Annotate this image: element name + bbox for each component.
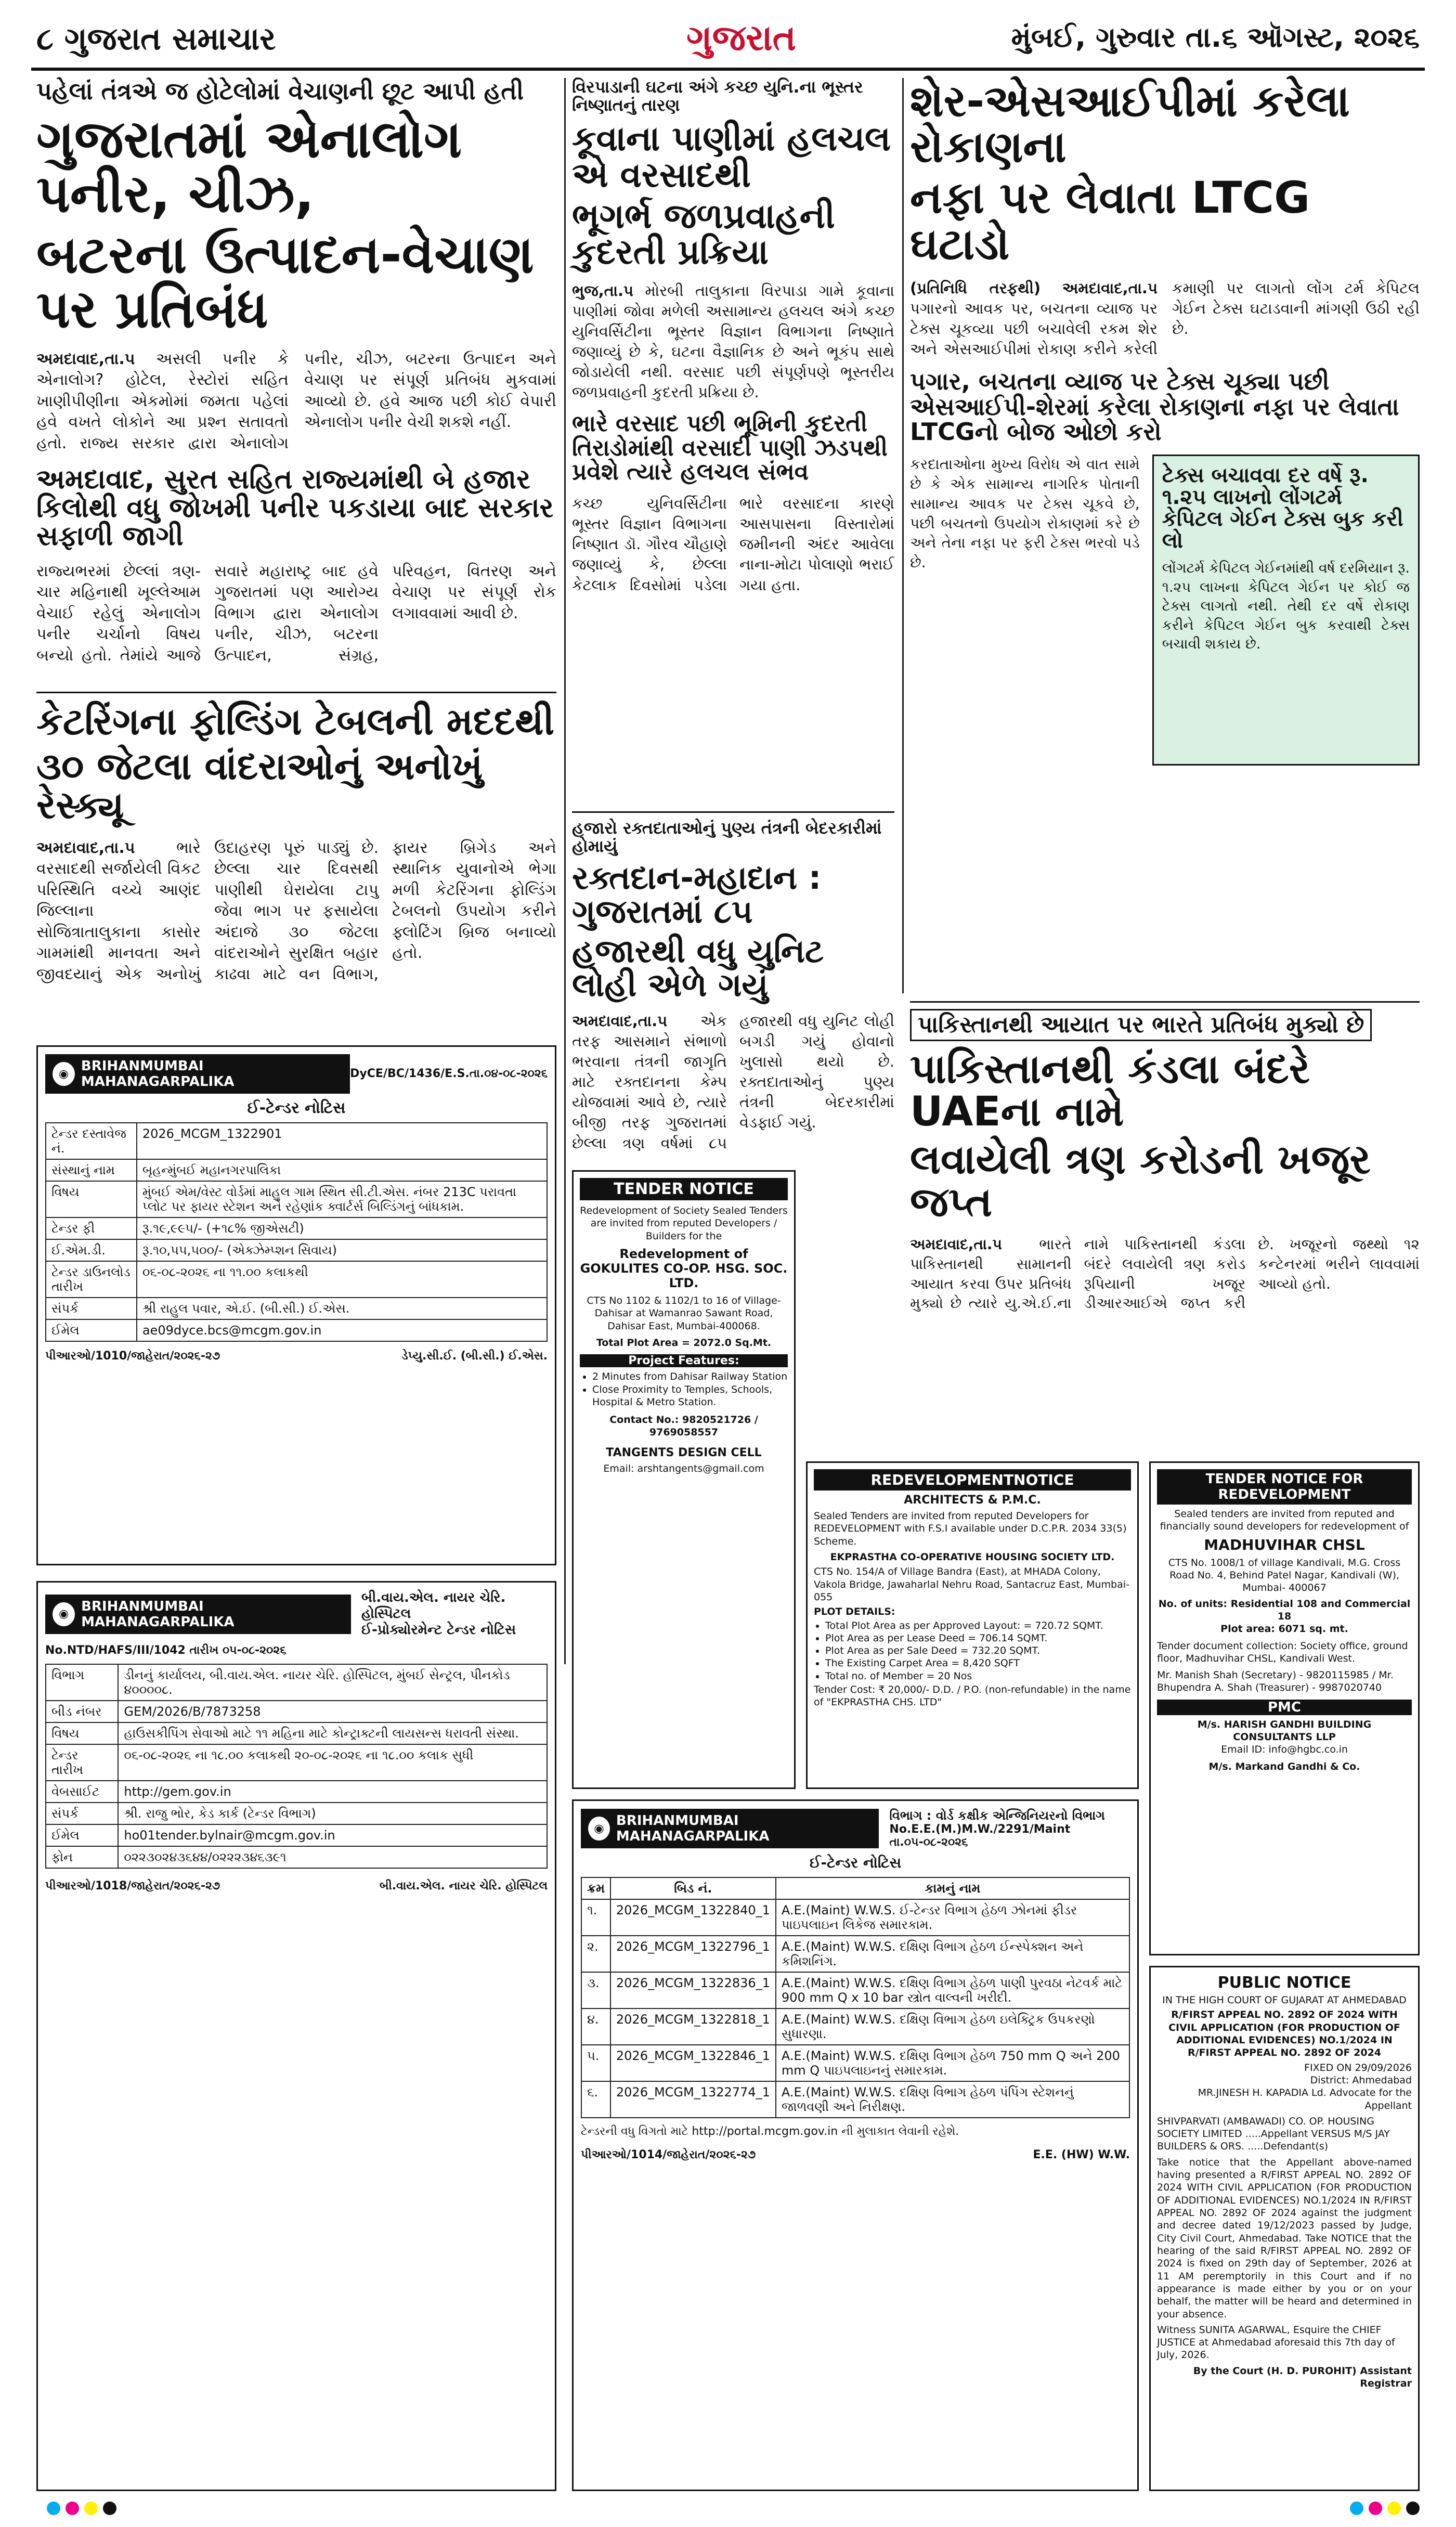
story-subhead: પગાર, બચતના વ્યાજ પર ટેક્સ ચૂક્યા પછી એસઆઈપી-શેરમાં કરેલા રોકાણના નફા પર લેવાતા LTCGનો બોજ ઓછો કરો (910, 367, 1399, 446)
table-cell: 2026_MCGM_1322840_1 (610, 1899, 776, 1936)
story-headline: શેર-એસઆઈપીમાં કરેલા રોકાણના (910, 75, 1350, 173)
notice-title: ઈ-પ્રોક્યોરમેન્ટ ટેન્ડર નોટિસ (361, 1622, 516, 1638)
column-rule (902, 78, 904, 993)
notice-signatory: ડેપ્યુ.સી.ઈ. (બી.સી.) ઈ.એસ. (401, 1350, 548, 1363)
story-headline: કેટરિંગના ફોલ્ડિંગ ટેબલની મદદથી (36, 699, 555, 743)
story-body: રાજ્યભરમાં છેલ્લાં ત્રણ-ચાર મહિનાથી ખૂલ્લેઆમ વેચાઈ રહેલું એનાલોગ પનીર ચર્ચાનો વિષય બન્યો હતો. તેમાંયે આજે સવારે મહારાષ્ટ્ર બાદ હવે ગુજરાતમાં પણ આરોગ્ય વિભાગ દ્વારા એનાલોગ પનીર, ચીઝ, બટરના ઉત્પાદન, સંગ્રહ, પરિવહન, વિતરણ અને વેચાણ પર સંપૂર્ણ રોક લગાવવામાં આવી છે. (36, 562, 556, 665)
society-name: MADHUVIHAR CHSL (1204, 1536, 1365, 1553)
notice-reference: No.NTD/HAFS/III/1042 તારીખ ૦૫-૦૮-૨૦૨૬ (45, 1644, 287, 1657)
list-item: • Plot Area as per Sale Deed = 732.20 SQMT. (825, 1644, 1131, 1657)
story-body: કરદાતાઓના મુખ્ય વિરોધ એ વાત સામે છે કે એક સામાન્ય નાગરિક પોતાની સામાન્ય આવક પર ટેક્સ ચૂકવે છે, પછી બચતનો ઉપયોગ રોકાણમાં કરે છે અને તેના નફા પર ફરી ટેક્સ ભરવો પડે છે. (910, 456, 1140, 572)
masthead-rule (31, 68, 1425, 71)
story-paneer (36, 78, 556, 785)
advocate: MR.JINESH H. KAPADIA Ld. Advocate for the Appellant (1198, 2087, 1412, 2111)
table-row (581, 1899, 1129, 1936)
bmc-tender-notice-1 (36, 1045, 556, 1565)
story-headline: નફા પર લેવાતા LTCG ઘટાડો (910, 172, 1310, 269)
story-body: પગારનો આવક પર, બચતના વ્યાજ પર ટેક્સ ચૂકવ્યા પછી બચાવેલી રકમ શેર અને એસઆઈપીમાં રોકાણ કરીને કરેલી કમાણી પર લાગતો લોંગ ટર્મ કેપિટલ ગેઈન ટેક્સ ઘટાડવાની માંગણી ઉઠી રહી છે. (910, 279, 1420, 358)
tender-intro: Sealed tenders are invited from reputed and financially sound developers for redevelopment of (1160, 1508, 1409, 1533)
bmc-emblem-icon: ◉ (588, 1817, 610, 1841)
table-cell: બૃહન્મુંબઈ મહાનગરપાલિકા (137, 1159, 547, 1181)
table-cell: હાઉસકીપિંગ સેવાઓ માટે ૧૧ મહિના માટે કોન્ટ્રાક્ટની લાયસન્સ ધરાવતી સંસ્થા. (118, 1722, 547, 1744)
dateline: અમદાવાદ,તા.૫ (36, 838, 135, 857)
case-number: R/FIRST APPEAL NO. 2892 OF 2024 WITH CIVIL APPLICATION (FOR PRODUCTION OF ADDITIONAL EVIDENCES) NO.1/2024 IN R/FIRST APPEAL NO. 2892 OF 2024 (1168, 2009, 1400, 2059)
society-name: EKPRASTHA CO-OPERATIVE HOUSING SOCIETY LTD. (830, 1551, 1115, 1563)
table-cell: A.E.(Maint) W.W.S. દક્ષિણ વિભાગ હેઠળ ઈન્સ્પેક્શન અને કમિશનિંગ. (776, 1936, 1129, 1972)
notice-signatory: બી.વાય.એલ. નાયર ચેરિ. હોસ્પિટલ (379, 1879, 548, 1893)
list-item: • Total no. of Member = 20 Nos (825, 1670, 1131, 1682)
story-ltcg (910, 75, 1420, 923)
table-cell: સંપર્ક (46, 1803, 118, 1824)
story-body: કચ્છ યુનિવર્સિટીના ભૂસ્તર વિજ્ઞાન વિભાગના નિષ્ણાત ડૉ. ગૌરવ ચૌહાણે જણાવ્યું કે, છેલ્લા કેટલાક દિવસોમાં પડેલા ભારે વરસાદના કારણે આસપાસના વિસ્તારોમાં જમીનની અંદર આવેલા નાના-મોટા પોલાણો ભરાઈ ગયા હતા. (572, 494, 894, 594)
collection-info: Tender document collection: Society office, ground floor, Madhuvihar CHSL, Kandivali West. (1157, 1640, 1408, 1664)
table-cell: વેબસાઈટ (46, 1781, 118, 1803)
notice-table (45, 1122, 548, 1342)
section-title: ગુજરાત (686, 18, 796, 59)
notice-website: ટેન્ડરની વધુ વિગતો માટે http://portal.mcgm.gov.in ની મુલાકાત લેવાની રહેશે. (581, 2125, 959, 2138)
registration-marks (47, 2502, 122, 2517)
table-cell: 2026_MCGM_1322774_1 (610, 2081, 776, 2118)
list-item: • Close Proximity to Temples, Schools, Hospital & Metro Station. (592, 1383, 788, 1409)
table-header-cell: બિડ નં. (610, 1877, 776, 1899)
public-notice (1149, 1966, 1420, 2491)
notice-title: PUBLIC NOTICE (1217, 1974, 1351, 1992)
dateline: અમદાવાદ,તા.૫ (36, 349, 135, 368)
list-item: • Total Plot Area as per Approved Layout: = 720.72 SQMT. (825, 1619, 1131, 1632)
list-item: • Plot Area as per Lease Deed = 706.14 SQMT. (825, 1632, 1131, 1644)
story-headline: ગુજરાતમાં એનાલોગ પનીર, ચીઝ, (36, 108, 462, 224)
story-kicker: હજારો રક્તદાતાઓનું પુણ્ય તંત્રની બેદરકારીમાં હોમાયું (572, 818, 882, 857)
table-row (581, 2008, 1129, 2045)
table-row (46, 1159, 547, 1181)
bmc-emblem-icon: ◉ (53, 1602, 75, 1626)
notice-footer: પીઆરઓ/1010/જાહેરાત/૨૦૨૬-૨૭ (45, 1350, 220, 1363)
table-cell: ટેન્ડર તારીખ (46, 1744, 118, 1781)
story-kutch (572, 78, 894, 868)
table-cell: A.E.(Maint) W.W.S. દક્ષિણ વિભાગ હેઠળ પાણી પુરવઠા નેટવર્ક માટે 900 mm Q x 10 bar સ્ત્રોત વાલ્વની ખરીદી. (776, 1972, 1129, 2008)
plot-title: PLOT DETAILS: (814, 1606, 895, 1618)
table-cell: A.E.(Maint) W.W.S. દક્ષિણ વિભાગ હેઠળ પંપિંગ સ્ટેશનનું જાળવણી અને નિરીક્ષણ. (776, 2081, 1129, 2118)
notice-footer: પીઆરઓ/1018/જાહેરાત/૨૦૨૬-૨૭ (45, 1879, 220, 1893)
table-row (46, 1803, 547, 1824)
pmc-title: PMC (1157, 1700, 1412, 1715)
features-list (580, 1370, 788, 1408)
registration-marks (1350, 2502, 1425, 2517)
society-name: Redevelopment of GOKULITES CO-OP. HSG. SOC. LTD. (580, 1246, 788, 1290)
issue-date: મુંબઈ, ગુરુવાર તા.૬ ઑગસ્ટ, ૨૦૨૬ (1011, 21, 1420, 54)
notice-department: વિભાગ : વોર્ડ કક્ષીક એન્જિનિયરનો વિભાગ (889, 1808, 1105, 1823)
table-header-cell: ક્રમ (581, 1877, 610, 1899)
list-item: • The Existing Carpet Area = 8,420 SQFT (825, 1657, 1131, 1669)
story-kicker: વિરપાડાની ઘટના અંગે કચ્છ યુનિ.ના ભૂસ્તર નિષ્ણાતનું તારણ (572, 77, 863, 115)
tender-notice-madhuvihar (1149, 1461, 1420, 1955)
story-kicker: પહેલાં તંત્રએ જ હોટેલોમાં વેચાણની છૂટ આપી હતી (36, 77, 524, 105)
table-cell: ae09dyce.bcs@mcgm.gov.in (137, 1319, 547, 1341)
table-cell: A.E.(Maint) W.W.S. દક્ષિણ વિભાગ હેઠળ ઇલેક્ટ્રિક ઉપકરણો સુધારણા. (776, 2008, 1129, 2045)
court-name: IN THE HIGH COURT OF GUJARAT AT AHMEDABAD (1162, 1994, 1407, 2006)
society-address: CTS No. 154/A of Village Bandra (East), at MHADA Colony, Vakola Bridge, Jawaharlal Nehru Road, Santacruz East, Mumbai-055 (814, 1566, 1129, 1603)
table-cell: ૦૨૨૩૦૨૪૩૬૪૪/૦૨૨૨૩૪૬૩૯૧ (118, 1846, 547, 1868)
notice-title: REDEVELOPMENTNOTICE (814, 1469, 1131, 1491)
table-cell: ૩. (581, 1972, 610, 2008)
table-header-row (581, 1877, 1129, 1899)
table-cell: ટેન્ડર દસ્તાવેજ નં. (46, 1123, 137, 1159)
column-rule (564, 78, 566, 1664)
table-cell: શ્રી રાહુલ પવાર, એ.ઈ. (બી.સી.) ઈ.એસ. (137, 1298, 547, 1319)
table-cell: ફોન (46, 1846, 118, 1868)
witness: Witness SUNITA AGARWAL, Esquire the CHIEF JUSTICE at Ahmedabad aforesaid this 7th day of July, 2026. (1157, 2324, 1395, 2361)
dateline: અમદાવાદ,તા.૫ (1062, 279, 1158, 297)
plot-area: Plot area: 6071 sq. mt. (1220, 1623, 1348, 1635)
table-row (46, 1722, 547, 1744)
table-row (46, 1298, 547, 1319)
story-headline: પાકિસ્તાનથી કંડલા બંદરે UAEના નામે (910, 1046, 1310, 1136)
table-row (46, 1319, 547, 1341)
contact-number: Contact No.: 9820521726 / 9769058557 (609, 1414, 758, 1439)
notice-reference: DyCE/BC/1436/E.S.તા.૦૪-૦૮-૨૦૨૬ (350, 1067, 548, 1080)
table-row (46, 1664, 547, 1701)
legal-advisor: M/s. Markand Gandhi & Co. (1208, 1760, 1360, 1772)
story-subhead: અમદાવાદ, સુરત સહિત રાજ્યમાંથી બે હજાર કિલોથી વધુ જોખમી પનીર પકડાયા બાદ સરકાર સફાળી જાગી (36, 464, 554, 552)
table-row (581, 1972, 1129, 2008)
table-cell: બીડ નંબર (46, 1701, 118, 1722)
table-cell: ટેન્ડર ડાઉનલોડ તારીખ (46, 1261, 137, 1298)
table-cell: GEM/2026/B/7873258 (118, 1701, 547, 1722)
table-row (46, 1261, 547, 1298)
table-cell: શ્રી. રાજુ ભોર, કેડ કાર્ક (ટેન્ડર વિભાગ) (118, 1803, 547, 1824)
plot-area: Total Plot Area = 2072.0 Sq.Mt. (596, 1337, 772, 1349)
features-title: Project Features: (580, 1354, 788, 1367)
table-row (46, 1181, 547, 1217)
bmc-logo: ◉ BRIHANMUMBAI MAHANAGARPALIKA (581, 1809, 879, 1848)
table-cell: મુંબઈ એમ/વેસ્ટ વોર્ડમાં માહુલ ગામ સ્થિત સી.ટી.એસ. નંબર 213C પરાવતા પ્લોટ પર ફાયર સ્ટેશન અને રહેણાંક ક્વાર્ટર્સ બિલ્ડિંગનું બાંધકામ. (137, 1181, 547, 1217)
info-box (1152, 455, 1420, 766)
notice-department: બી.વાય.એલ. નાયર ચેરિ. હોસ્પિટલ (361, 1590, 506, 1622)
table-cell: ઈ.એમ.ડી. (46, 1239, 137, 1261)
table-cell: http://gem.gov.in (118, 1781, 547, 1803)
story-headline: બટરના ઉત્પાદન-વેચાણ પર પ્રતિબંધ (36, 224, 534, 340)
notice-table (45, 1664, 548, 1869)
pmc-name: M/s. HARISH GANDHI BUILDING CONSULTANTS LLP (1197, 1718, 1372, 1743)
table-cell: ૨. (581, 1936, 610, 1972)
table-cell: ૫. (581, 2045, 610, 2081)
table-row (46, 1744, 547, 1781)
table-cell: 2026_MCGM_1322796_1 (610, 1936, 776, 1972)
district: District: Ahmedabad (1310, 2074, 1412, 2086)
notice-signatory: E.E. (HW) W.W. (1033, 2148, 1130, 2161)
table-header-cell: કામનું નામ (776, 1877, 1129, 1899)
table-cell: 2026_MCGM_1322836_1 (610, 1972, 776, 2008)
table-cell: ho01tender.bylnair@mcgm.gov.in (118, 1824, 547, 1846)
story-body: અસલી પનીર કે એનાલોગ? હોટેલ, રેસ્ટોરાં સહિત ખાણીપીણીના એકમોમાં જમતા પહેલાં હવે વખતે લોકોને આ પ્રશ્ન સતાવતો હતો. રાજ્ય સરકાર દ્વારા એનાલોગ પનીર, ચીઝ, બટરના ઉત્પાદન અને વેચાણ પર સંપૂર્ણ પ્રતિબંધ મુકવામાં આવ્યો છે. હવે આજ પછી કોઈ વેપારી એનાલોગ પનીર વેચી શકશે નહીં. (36, 349, 556, 452)
table-cell: 2026_MCGM_1322901 (137, 1123, 547, 1159)
dateline: અમદાવાદ,તા.૫ (572, 1012, 668, 1030)
table-row (46, 1846, 547, 1868)
list-item: • 2 Minutes from Dahisar Railway Station (592, 1370, 788, 1383)
table-cell: ૪. (581, 2008, 610, 2045)
table-row (46, 1123, 547, 1159)
table-cell: A.E.(Maint) W.W.S. દક્ષિણ વિભાગ હેઠળ 750 mm Q અને 200 mm Q પાઇપલાઇનનું સમારકામ. (776, 2045, 1129, 2081)
table-cell: ૬. (581, 2081, 610, 2118)
society-address: CTS No 1102 & 1102/1 to 16 of Village-Dahisar at Wamanrao Sawant Road, Dahisar East, Mumbai-400068. (587, 1294, 781, 1332)
table-cell: ઈમેલ (46, 1319, 137, 1341)
story-subhead: ભારે વરસાદ પછી ભૂમિની કુદરતી તિરાડોમાંથી વરસાદી પાણી ઝડપથી પ્રવેશે ત્યારે હલચલ સંભવ (572, 410, 888, 485)
dateline: અમદાવાદ,તા.૫ (910, 1235, 1002, 1253)
info-box-body: લોંગટર્મ કેપિટલ ગેઈનમાંથી વર્ષ દરમિયાન રૂ. ૧.૨૫ લાખના કેપિટલ ગેઈન પર કોઈ જ ટેક્સ લાગતો નથી. તેથી દર વર્ષે રોકાણ કરીને કેપિટલ ગેઈન બુક કરવાથી ટેક્સ બચાવી શકાય છે. (1162, 560, 1410, 652)
notice-intro: Sealed Tenders are invited from reputed Developers for REDEVELOPMENT with F.S.I available under D.C.P.R. 2034 33(5) Scheme. (814, 1510, 1127, 1547)
table-cell: રૂ.૧૦,૫૫,૫૦૦/- (એક્ઝેમ્પ્શન સિવાય) (137, 1239, 547, 1261)
page-number-title: ૮ ગુજરાત સમાચાર (36, 21, 276, 57)
tender-fee: Tender Cost: ₹ 20,000/- D.D. / P.O. (non-refundable) in the name of "EKPRASTHA CHS. LTD" (814, 1684, 1131, 1708)
bmc-tender-notice-3 (572, 1799, 1139, 2491)
pmc-email: Email ID: info@hgbc.co.in (1221, 1744, 1348, 1756)
architect-firm: ARCHITECTS & P.M.C. (904, 1494, 1041, 1507)
redevelopment-notice (806, 1461, 1139, 1789)
table-cell: વિષય (46, 1722, 118, 1744)
story-body: ભારે વરસાદથી સર્જાયેલી વિકટ પરિસ્થિતિ વચ્ચે આણંદ જિલ્લાના સોજિત્રાતાલુકાના કાસોર ગામમાંથી માનવતા અને જીવદયાનું એક અનોખું ઉદાહરણ પૂરું પાડ્યું છે. છેલ્લા ચાર દિવસથી પાણીથી ઘેરાયેલા ટાપુ જેવા ભાગ પર ફસાયેલા અંદાજે ૩૦ જેટલા વાંદરાઓને સુરક્ષિત બહાર કાઢવા માટે વન વિભાગ, ફાયર બ્રિગેડ અને સ્થાનિક યુવાનોએ ભેગા મળી કેટરિંગના ફોલ્ડિંગ ટેબલનો ઉપયોગ કરીને ફ્લોટિંગ બ્રિજ બનાવ્યો હતો. (36, 838, 556, 983)
table-row (581, 2045, 1129, 2081)
divider (36, 692, 556, 693)
consultant-email: Email: arshtangents@gmail.com (603, 1462, 764, 1474)
contact-info: Mr. Manish Shah (Secretary) - 9820115985 / Mr. Bhupendra A. Shah (Treasurer) - 9987020740 (1157, 1669, 1394, 1694)
story-headline: હજારથી વધુ યુનિટ લોહી એળે ગયું (572, 931, 824, 1004)
notice-title: ઈ-ટેન્ડર નોટિસ (809, 1854, 902, 1871)
table-cell: 2026_MCGM_1322818_1 (610, 2008, 776, 2045)
table-cell: ડીનનું કાર્યાલય, બી.વાય.એલ. નાયર ચેરિ. હોસ્પિટલ, મુંબઈ સેન્ટ્રલ, પીનકોડ ૪૦૦૦૦૮. (118, 1664, 547, 1701)
notice-signatory: By the Court (H. D. PUROHIT) Assistant Registrar (1193, 2365, 1412, 2390)
table-cell: A.E.(Maint) W.W.S. ઈ-ટેન્ડર વિભાગ હેઠળ ઝોનમાં ફીડર પાઇપલાઇન લિકેજ સમારકામ. (776, 1899, 1129, 1936)
tender-title: TENDER NOTICE (580, 1178, 788, 1200)
table-cell: વિષય (46, 1181, 137, 1217)
bmc-tender-notice-2 (36, 1581, 556, 2491)
notice-footer: પીઆરઓ/1014/જાહેરાત/૨૦૨૬-૨૭ (581, 2148, 756, 2161)
dateline: ભુજ,તા.૫ (572, 281, 634, 300)
table-cell: ટેન્ડર ફી (46, 1217, 137, 1239)
story-body: એક તરફ આસમાને સંભાળો ભરવાના તંત્રની જાગૃતિ માટે રક્તદાનના કેમ્પ યોજવામાં આવે છે, ત્યારે બીજી તરફ ગુજરાતમાં છેલ્લા ત્રણ વર્ષમાં ૮૫ હજારથી વધુ યુનિટ લોહી બગડી ગયું હોવાનો ખુલાસો થયો છે. રક્તદાતાઓનું પુણ્ય તંત્રની બેદરકારીમાં વેડફાઈ ગયું. (572, 1012, 894, 1152)
notice-table (581, 1877, 1130, 2118)
table-row (46, 1239, 547, 1261)
table-cell: ૧. (581, 1899, 610, 1936)
info-box-headline: ટેક્સ બચાવવા દર વર્ષે રૂ. ૧.૨૫ લાખનો લોંગટર્મ કેપિટલ ગેઈન ટેક્સ બુક કરી લો (1162, 463, 1403, 553)
bmc-emblem-icon: ◉ (53, 1062, 75, 1086)
table-row (46, 1824, 547, 1846)
parties: SHIVPARVATI (AMBAWADI) CO. OP. HOUSING SOCIETY LIMITED .....Appellant VERSUS M/S JAY BUILDERS & ORS. .....Defendant(s) (1157, 2115, 1390, 2153)
table-row (581, 1936, 1129, 1972)
divider (572, 811, 894, 813)
table-row (46, 1217, 547, 1239)
table-cell: 2026_MCGM_1322846_1 (610, 2045, 776, 2081)
table-cell: રૂ.૧૯,૯૯૫/- (+૧૮% જીએસટી) (137, 1217, 547, 1239)
table-cell: વિભાગ (46, 1664, 118, 1701)
table-row (46, 1701, 547, 1722)
table-row (46, 1781, 547, 1803)
consultant-name: TANGENTS DESIGN CELL (606, 1446, 762, 1459)
story-headline: લવાયેલી ત્રણ કરોડની ખજૂર જપ્ત (910, 1136, 1371, 1226)
notice-reference: No.E.E.(M.)M.W./2291/Maint તા.૦૫-૦૮-૨૦૨૬ (889, 1823, 1071, 1849)
units-count: No. of units: Residential 108 and Commercial 18 (1158, 1598, 1411, 1622)
story-body: મોરબી તાલુકાના વિરપાડા ગામે કૂવાના પાણીમાં જોવા મળેલી અસામાન્ય હલચલ અંગે કચ્છ યુનિવર્સિટીના ભૂસ્તર વિજ્ઞાન વિભાગના નિષ્ણાતે જણાવ્યું છે કે, ઘટના વૈજ્ઞાનિક છે અને ભૂકંપ સાથે જોડાયેલી નથી. વરસાદ પછી સંપૂર્ણપણે ભૂસ્તરીય જળપ્રવાહની કુદરતી પ્રક્રિયા છે. (572, 281, 895, 401)
table-cell: ઈમેલ (46, 1824, 118, 1846)
bmc-logo: ◉ BRIHANMUMBAI MAHANAGARPALIKA (45, 1595, 351, 1634)
story-headline: રક્તદાન-મહાદાન : ગુજરાતમાં ૮૫ (572, 859, 822, 931)
tender-intro: Redevelopment of Society Sealed Tenders are invited from reputed Developers / Builders for the (580, 1205, 788, 1242)
table-cell: સંસ્થાનું નામ (46, 1159, 137, 1181)
notice-body: Take notice that the Appellant above-named having presented a R/FIRST APPEAL NO. 2892 OF 2024 WITH CIVIL APPLICATION (FOR PRODUCTION OF ADDITIONAL EVIDENCES) NO.1/2024 IN R/FIRST APPEAL NO. 2892 OF 2024 against the judgment and decree dated 19/12/2023 passed by Judge, City Civil Court, Ahmedabad. Take NOTICE that the hearing of the said R/FIRST APPEAL NO. 2892 OF 2024 is fixed on 29th day of September, 2026 at 11 AM peremptorily in this Court and if no appearance is made either by you or on your behalf, the matter will be heard and determined in your absence. (1157, 2156, 1412, 2320)
table-cell: સંપર્ક (46, 1298, 137, 1319)
bmc-logo: ◉ BRIHANMUMBAI MAHANAGARPALIKA (45, 1054, 350, 1094)
tender-notice-gokulites (572, 1170, 796, 1789)
hearing-date: FIXED ON 29/09/2026 (1304, 2062, 1412, 2074)
story-kicker: પાકિસ્તાનથી આયાત પર ભારતે પ્રતિબંધ મુક્યો છે (910, 1009, 1372, 1041)
notice-title: ઈ-ટેન્ડર નોટિસ (247, 1099, 346, 1117)
story-body: ભારતે પાકિસ્તાનથી સામાનની આયાત કરવા ઉપર પ્રતિબંધ મુક્યો છે ત્યારે યુ.એ.ઈ.ના નામે પાકિસ્તાનથી કંડલા બંદરે લવાયેલી ત્રણ કરોડ રૂપિયાની ખજૂર ડીઆરઆઈએ જપ્ત કરી છે. ખજૂરનો જથ્થો ૧૨ કન્ટેનરમાં ભરીને લાવવામાં આવ્યો હતો. (910, 1235, 1420, 1312)
story-headline: ૩૦ જેટલા વાંદરાઓનું અનોખું રેસ્ક્યૂ (36, 744, 483, 827)
divider (910, 1001, 1420, 1003)
table-cell: ૦૬-૦૮-૨૦૨૬ ના ૧૧.૦૦ કલાકથી (137, 1261, 547, 1298)
plot-details (814, 1619, 1131, 1683)
table-row (581, 2081, 1129, 2118)
story-headline: ભૂગર્ભ જળપ્રવાહની કુદરતી પ્રક્રિયા (572, 196, 835, 273)
table-cell: ૦૬-૦૮-૨૦૨૬ ના ૧૮.૦૦ કલાકથી ૨૦-૦૮-૨૦૨૬ ના ૧૮.૦૦ કલાક સુધી (118, 1744, 547, 1781)
story-headline: કૂવાના પાણીમાં હલચલ એ વરસાદથી (572, 119, 891, 195)
story-kicker: (પ્રતિનિધિ તરફથી) (910, 279, 1041, 297)
society-address: CTS No. 1008/1 of village Kandivali, M.G. Cross Road No. 4, Behind Patel Nagar, Kandivali (W), Mumbai- 400067 (1168, 1557, 1401, 1594)
tender-title: TENDER NOTICE FOR REDEVELOPMENT (1157, 1469, 1412, 1505)
